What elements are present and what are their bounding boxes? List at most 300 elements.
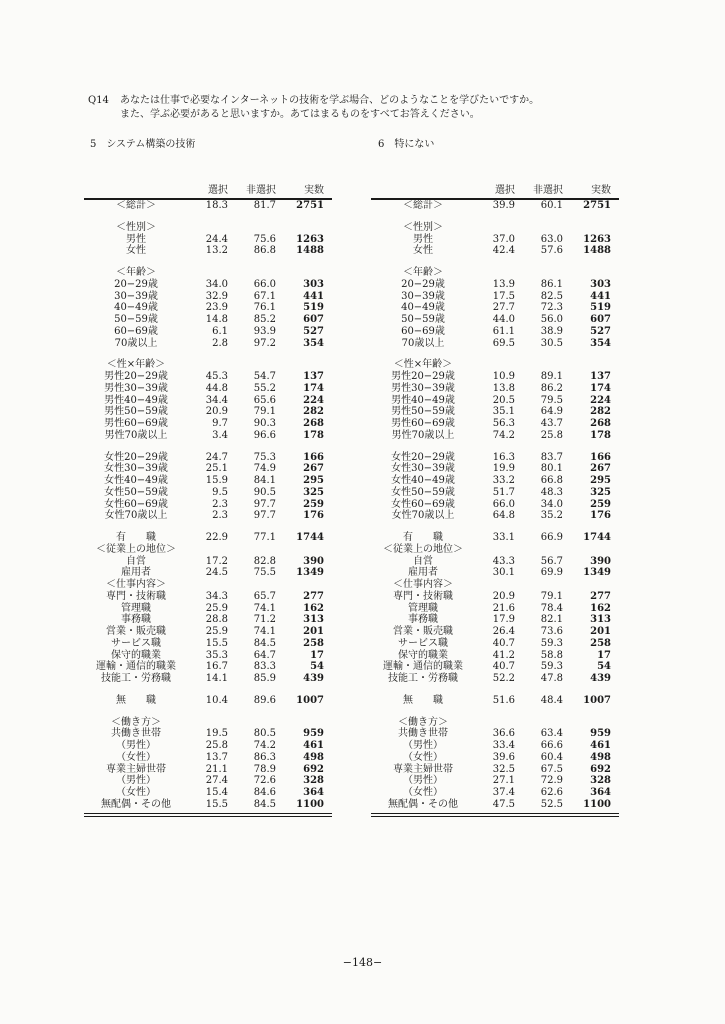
table-row bbox=[84, 752, 332, 764]
table-row bbox=[371, 728, 619, 740]
table-row bbox=[84, 326, 332, 338]
cell-select: 21.6 bbox=[492, 602, 515, 614]
table-row bbox=[84, 567, 332, 579]
cell-count: 313 bbox=[303, 614, 324, 626]
table-row bbox=[371, 452, 619, 464]
cell-nonselect: 96.6 bbox=[253, 429, 276, 441]
cell-select: 3.4 bbox=[212, 429, 228, 441]
table-row bbox=[371, 661, 619, 673]
cell-select: 39.6 bbox=[492, 751, 515, 763]
cell-nonselect bbox=[515, 267, 563, 279]
cell-count: 1263 bbox=[583, 233, 611, 245]
cell-nonselect: 89.1 bbox=[540, 371, 563, 382]
table-row bbox=[84, 338, 332, 350]
cell-count: 259 bbox=[303, 498, 324, 510]
cell-count: 162 bbox=[590, 602, 611, 614]
cell-count: 364 bbox=[303, 787, 324, 798]
row-spacer bbox=[371, 257, 619, 267]
cell-count: 441 bbox=[303, 290, 324, 302]
table-row bbox=[371, 234, 619, 246]
row-label: 共働き世帯 bbox=[111, 728, 161, 740]
table-row bbox=[84, 314, 332, 326]
cell-count: 224 bbox=[590, 394, 611, 406]
cell-count: 137 bbox=[303, 371, 324, 382]
row-label: 女性 bbox=[413, 245, 433, 257]
cell-count: 313 bbox=[590, 614, 611, 626]
cell-nonselect: 74.2 bbox=[253, 740, 276, 751]
row-label: 女性30−39歳 bbox=[391, 463, 455, 475]
cell-nonselect: 47.8 bbox=[540, 673, 563, 684]
table-row bbox=[371, 267, 619, 279]
question-text-line1: あなたは仕事で必要なインターネットの技術を学ぶ場合、どのようなことを学びたいですか。 bbox=[120, 95, 540, 106]
table-row bbox=[84, 579, 332, 591]
header-select: 選択 bbox=[495, 185, 515, 196]
row-spacer bbox=[371, 707, 619, 717]
cell-count bbox=[276, 579, 324, 591]
cell-count: 2751 bbox=[583, 200, 611, 211]
table-row bbox=[371, 650, 619, 662]
cell-nonselect: 57.6 bbox=[540, 245, 563, 257]
cell-nonselect: 71.2 bbox=[253, 614, 276, 626]
cell-select: 9.5 bbox=[212, 486, 228, 498]
cell-count: 277 bbox=[303, 590, 324, 602]
table-row bbox=[84, 673, 332, 685]
table-row bbox=[84, 395, 332, 407]
table-row bbox=[84, 799, 332, 811]
cell-count: 1744 bbox=[583, 532, 611, 543]
row-label: （男性） bbox=[403, 740, 443, 751]
cell-nonselect bbox=[515, 544, 563, 556]
table-row bbox=[371, 579, 619, 591]
cell-nonselect: 76.1 bbox=[253, 302, 276, 314]
table-row bbox=[84, 383, 332, 395]
cell-count: 201 bbox=[303, 626, 324, 637]
row-label: 女性60−69歳 bbox=[391, 498, 455, 510]
row-label: 事務職 bbox=[408, 614, 438, 626]
row-label: サービス職 bbox=[111, 637, 161, 649]
header-select: 選択 bbox=[208, 185, 228, 196]
row-label: 営業・販売職 bbox=[393, 626, 453, 637]
cell-nonselect: 84.1 bbox=[253, 475, 276, 486]
row-label: 女性60−69歳 bbox=[104, 498, 168, 510]
cell-nonselect: 66.6 bbox=[540, 740, 563, 751]
cell-nonselect: 72.9 bbox=[540, 775, 563, 787]
cell-nonselect: 54.7 bbox=[253, 371, 276, 382]
table-row bbox=[84, 499, 332, 511]
table-row bbox=[84, 695, 332, 707]
cell-select bbox=[475, 579, 515, 591]
row-label: 男性40−49歳 bbox=[391, 394, 455, 406]
table-row bbox=[84, 475, 332, 487]
row-label: 専門・技術職 bbox=[393, 590, 453, 602]
table-row bbox=[84, 591, 332, 603]
row-label: 70歳以上 bbox=[401, 337, 445, 349]
cell-count: 303 bbox=[303, 278, 324, 290]
table-row bbox=[371, 326, 619, 338]
cell-nonselect bbox=[228, 267, 276, 279]
cell-nonselect: 81.7 bbox=[253, 200, 276, 211]
cell-count: 176 bbox=[590, 510, 611, 522]
cell-count: 54 bbox=[310, 661, 324, 673]
cell-nonselect: 56.7 bbox=[540, 555, 563, 567]
cell-nonselect bbox=[228, 717, 276, 729]
row-label: ＜総計＞ bbox=[403, 200, 443, 211]
cell-select: 15.5 bbox=[205, 798, 228, 810]
table-row bbox=[84, 418, 332, 430]
row-label: 男性50−59歳 bbox=[391, 406, 455, 418]
row-label: ＜総計＞ bbox=[116, 200, 156, 211]
cell-select: 13.9 bbox=[492, 278, 515, 290]
cell-select: 35.3 bbox=[205, 649, 228, 661]
table-row bbox=[371, 487, 619, 499]
table-row bbox=[371, 567, 619, 579]
cell-count: 959 bbox=[590, 728, 611, 740]
row-spacer bbox=[84, 442, 332, 452]
cell-nonselect: 35.2 bbox=[540, 510, 563, 522]
cell-select: 14.1 bbox=[205, 673, 228, 684]
cell-select: 15.5 bbox=[205, 637, 228, 649]
table-row bbox=[84, 452, 332, 464]
cell-count: 201 bbox=[590, 626, 611, 637]
cell-count: 325 bbox=[590, 486, 611, 498]
cell-nonselect: 79.1 bbox=[253, 406, 276, 418]
cell-nonselect: 60.4 bbox=[540, 751, 563, 763]
cell-select: 45.3 bbox=[205, 371, 228, 382]
table-row bbox=[84, 371, 332, 383]
cell-nonselect: 48.3 bbox=[540, 486, 563, 498]
cell-select: 34.3 bbox=[205, 590, 228, 602]
table-row bbox=[84, 661, 332, 673]
cell-count: 1007 bbox=[296, 694, 324, 706]
row-label: 保守的職業 bbox=[111, 649, 161, 661]
cell-select: 32.5 bbox=[492, 763, 515, 775]
cell-nonselect bbox=[515, 222, 563, 234]
row-label: 女性 bbox=[126, 245, 146, 257]
cell-select: 39.9 bbox=[492, 200, 515, 211]
cell-count bbox=[563, 579, 611, 591]
table-header bbox=[84, 180, 332, 200]
cell-count: 328 bbox=[303, 775, 324, 787]
cell-nonselect: 38.9 bbox=[540, 325, 563, 337]
cell-nonselect: 75.6 bbox=[253, 233, 276, 245]
cell-select: 18.3 bbox=[205, 200, 228, 211]
table-row bbox=[84, 222, 332, 234]
cell-select: 19.5 bbox=[205, 728, 228, 740]
cell-count: 174 bbox=[590, 382, 611, 394]
cell-select: 61.1 bbox=[492, 325, 515, 337]
row-label: 女性30−39歳 bbox=[104, 463, 168, 475]
cell-select: 40.7 bbox=[492, 637, 515, 649]
cell-select: 52.2 bbox=[492, 673, 515, 684]
cell-count: 364 bbox=[590, 787, 611, 798]
cell-count: 268 bbox=[303, 418, 324, 429]
row-spacer bbox=[371, 522, 619, 532]
table-row bbox=[84, 291, 332, 303]
row-label: 男性70歳以上 bbox=[104, 429, 168, 441]
cell-nonselect: 86.3 bbox=[253, 751, 276, 763]
cell-nonselect: 66.0 bbox=[253, 278, 276, 290]
row-label: 男性30−39歳 bbox=[104, 382, 168, 394]
question-number: Q14 bbox=[88, 95, 109, 106]
cell-count: 328 bbox=[590, 775, 611, 787]
row-spacer bbox=[84, 685, 332, 695]
row-label: 雇用者 bbox=[408, 567, 438, 579]
cell-select: 27.1 bbox=[492, 775, 515, 787]
cell-nonselect: 66.8 bbox=[540, 475, 563, 486]
cell-count: 959 bbox=[303, 728, 324, 740]
cell-count: 137 bbox=[590, 371, 611, 382]
table-row bbox=[84, 787, 332, 799]
cell-select: 51.6 bbox=[492, 694, 515, 706]
cell-count: 390 bbox=[303, 555, 324, 567]
row-label: 管理職 bbox=[408, 602, 438, 614]
cell-nonselect: 55.2 bbox=[253, 382, 276, 394]
row-label: 60−69歳 bbox=[114, 325, 158, 337]
cell-nonselect: 64.7 bbox=[253, 649, 276, 661]
cell-nonselect: 65.7 bbox=[253, 590, 276, 602]
cell-select bbox=[188, 579, 228, 591]
cell-nonselect: 62.6 bbox=[540, 787, 563, 798]
cell-select: 43.3 bbox=[492, 555, 515, 567]
cell-count: 461 bbox=[303, 740, 324, 751]
cell-select: 25.9 bbox=[205, 602, 228, 614]
cell-count: 439 bbox=[303, 673, 324, 684]
cell-count: 267 bbox=[303, 463, 324, 475]
cell-nonselect: 80.1 bbox=[540, 463, 563, 475]
cell-select: 33.2 bbox=[492, 475, 515, 486]
row-spacer bbox=[371, 442, 619, 452]
cell-select: 13.7 bbox=[205, 751, 228, 763]
row-label: 男性 bbox=[413, 233, 433, 245]
cell-nonselect: 34.0 bbox=[540, 498, 563, 510]
cell-count: 282 bbox=[590, 406, 611, 418]
cell-select: 19.9 bbox=[492, 463, 515, 475]
cell-count: 1007 bbox=[583, 694, 611, 706]
cell-select: 66.0 bbox=[492, 498, 515, 510]
cell-select: 28.8 bbox=[205, 614, 228, 626]
row-label: 男性50−59歳 bbox=[104, 406, 168, 418]
table-row bbox=[371, 764, 619, 776]
table-row bbox=[84, 556, 332, 568]
cell-select: 24.5 bbox=[205, 567, 228, 579]
cell-count: 178 bbox=[303, 429, 324, 441]
row-label: 男性40−49歳 bbox=[104, 394, 168, 406]
cell-count: 1488 bbox=[296, 245, 324, 257]
cell-nonselect: 59.3 bbox=[540, 661, 563, 673]
cell-select: 17.9 bbox=[492, 614, 515, 626]
cell-select: 26.4 bbox=[492, 626, 515, 637]
table-row bbox=[371, 314, 619, 326]
cell-select: 40.7 bbox=[492, 661, 515, 673]
row-label: 共働き世帯 bbox=[398, 728, 448, 740]
table-row bbox=[84, 279, 332, 291]
table-row bbox=[371, 430, 619, 442]
table-row bbox=[84, 603, 332, 615]
table-row bbox=[84, 614, 332, 626]
cell-count: 166 bbox=[590, 451, 611, 463]
cell-select bbox=[188, 359, 228, 371]
cell-nonselect: 77.1 bbox=[253, 532, 276, 543]
row-label: 雇用者 bbox=[121, 567, 151, 579]
cell-select bbox=[475, 717, 515, 729]
cell-select: 2.8 bbox=[212, 337, 228, 349]
cell-count: 519 bbox=[303, 302, 324, 314]
table-row bbox=[371, 532, 619, 544]
row-label: 30−39歳 bbox=[401, 290, 445, 302]
cell-select: 2.3 bbox=[212, 510, 228, 522]
cell-nonselect: 83.7 bbox=[540, 451, 563, 463]
cell-select: 32.9 bbox=[205, 290, 228, 302]
table-row bbox=[84, 650, 332, 662]
row-label: （女性） bbox=[403, 751, 443, 763]
row-label: 有 職 bbox=[116, 532, 156, 543]
cell-count: 1349 bbox=[296, 567, 324, 579]
cell-count: 607 bbox=[590, 314, 611, 325]
cell-nonselect: 75.5 bbox=[253, 567, 276, 579]
row-label: 50−59歳 bbox=[401, 314, 445, 325]
cell-nonselect: 60.1 bbox=[540, 200, 563, 211]
table-row bbox=[371, 544, 619, 556]
cell-nonselect: 78.9 bbox=[253, 763, 276, 775]
row-label: （女性） bbox=[403, 787, 443, 798]
table-row bbox=[371, 717, 619, 729]
left-table bbox=[84, 180, 332, 817]
row-label: 男性20−29歳 bbox=[391, 371, 455, 382]
row-label: 有 職 bbox=[403, 532, 443, 543]
cell-count: 166 bbox=[303, 451, 324, 463]
cell-count: 1488 bbox=[583, 245, 611, 257]
cell-count: 224 bbox=[303, 394, 324, 406]
row-label: ＜性×年齢＞ bbox=[106, 359, 166, 371]
cell-select: 42.4 bbox=[492, 245, 515, 257]
cell-nonselect: 73.6 bbox=[540, 626, 563, 637]
cell-count: 607 bbox=[303, 314, 324, 325]
cell-count bbox=[563, 717, 611, 729]
cell-select: 17.2 bbox=[205, 555, 228, 567]
cell-select: 35.1 bbox=[492, 406, 515, 418]
row-label: 40−49歳 bbox=[401, 302, 445, 314]
cell-select: 13.2 bbox=[205, 245, 228, 257]
table-row bbox=[84, 406, 332, 418]
cell-count: 174 bbox=[303, 382, 324, 394]
cell-count bbox=[563, 359, 611, 371]
row-label: 管理職 bbox=[121, 602, 151, 614]
cell-select: 27.7 bbox=[492, 302, 515, 314]
row-label: 女性70歳以上 bbox=[104, 510, 168, 522]
cell-nonselect: 84.5 bbox=[253, 798, 276, 810]
cell-count: 178 bbox=[590, 429, 611, 441]
row-label: ＜年齢＞ bbox=[403, 267, 443, 278]
table-row bbox=[84, 200, 332, 212]
cell-nonselect: 93.9 bbox=[253, 325, 276, 337]
cell-nonselect: 74.1 bbox=[253, 602, 276, 614]
table-row bbox=[371, 752, 619, 764]
table-row bbox=[84, 510, 332, 522]
cell-nonselect: 25.8 bbox=[540, 429, 563, 441]
row-label: サービス職 bbox=[398, 637, 448, 649]
cell-nonselect: 97.2 bbox=[253, 337, 276, 349]
row-label: （女性） bbox=[116, 751, 156, 763]
row-label: 技能工・労務職 bbox=[388, 673, 458, 684]
row-label: 男性30−39歳 bbox=[391, 382, 455, 394]
cell-select bbox=[188, 267, 228, 279]
cell-select: 10.4 bbox=[205, 694, 228, 706]
table-row bbox=[84, 740, 332, 752]
row-spacer bbox=[84, 212, 332, 222]
row-label: 女性70歳以上 bbox=[391, 510, 455, 522]
cell-count: 282 bbox=[303, 406, 324, 418]
row-spacer bbox=[371, 212, 619, 222]
cell-nonselect: 63.4 bbox=[540, 728, 563, 740]
right-section-title: 6 特にない bbox=[378, 139, 435, 150]
table-row bbox=[371, 222, 619, 234]
cell-nonselect: 69.9 bbox=[540, 567, 563, 579]
row-label: ＜従業上の地位＞ bbox=[96, 543, 176, 555]
cell-nonselect: 30.5 bbox=[540, 337, 563, 349]
cell-count: 441 bbox=[590, 290, 611, 302]
cell-nonselect: 75.3 bbox=[253, 451, 276, 463]
table-row bbox=[84, 764, 332, 776]
cell-nonselect: 67.5 bbox=[540, 763, 563, 775]
cell-count: 527 bbox=[303, 325, 324, 337]
row-label: 女性50−59歳 bbox=[104, 486, 168, 498]
row-label: 30−39歳 bbox=[114, 290, 158, 302]
cell-count: 258 bbox=[590, 637, 611, 649]
table-row bbox=[84, 717, 332, 729]
cell-nonselect: 89.6 bbox=[253, 694, 276, 706]
cell-nonselect: 84.5 bbox=[253, 637, 276, 649]
table-row bbox=[84, 638, 332, 650]
cell-nonselect: 58.8 bbox=[540, 649, 563, 661]
table-row bbox=[371, 787, 619, 799]
table-row bbox=[371, 638, 619, 650]
row-label: 専業主婦世帯 bbox=[393, 763, 453, 775]
row-label: （女性） bbox=[116, 787, 156, 798]
table-row bbox=[371, 614, 619, 626]
cell-count: 1349 bbox=[583, 567, 611, 579]
cell-select: 15.9 bbox=[205, 475, 228, 486]
table-row bbox=[371, 418, 619, 430]
row-label: 20−29歳 bbox=[114, 278, 158, 290]
row-label: 女性50−59歳 bbox=[391, 486, 455, 498]
cell-nonselect: 90.5 bbox=[253, 486, 276, 498]
cell-select: 13.8 bbox=[492, 382, 515, 394]
cell-nonselect bbox=[515, 359, 563, 371]
table-row bbox=[371, 371, 619, 383]
cell-nonselect: 65.6 bbox=[253, 394, 276, 406]
row-label: （男性） bbox=[116, 740, 156, 751]
table-row bbox=[371, 383, 619, 395]
row-label: 50−59歳 bbox=[114, 314, 158, 325]
cell-count: 1263 bbox=[296, 233, 324, 245]
cell-nonselect: 97.7 bbox=[253, 510, 276, 522]
cell-count bbox=[276, 359, 324, 371]
table-row bbox=[84, 430, 332, 442]
cell-nonselect bbox=[228, 544, 276, 556]
table-row bbox=[84, 359, 332, 371]
cell-select: 20.5 bbox=[492, 394, 515, 406]
row-label: 40−49歳 bbox=[114, 302, 158, 314]
cell-count: 498 bbox=[303, 751, 324, 763]
table-row bbox=[371, 799, 619, 811]
row-spacer bbox=[84, 522, 332, 532]
cell-nonselect: 90.3 bbox=[253, 418, 276, 429]
cell-count bbox=[563, 544, 611, 556]
cell-count: 295 bbox=[590, 475, 611, 486]
row-label: 無 職 bbox=[116, 694, 156, 706]
row-label: 運輸・通信的職業 bbox=[96, 661, 176, 673]
cell-select: 37.0 bbox=[492, 233, 515, 245]
